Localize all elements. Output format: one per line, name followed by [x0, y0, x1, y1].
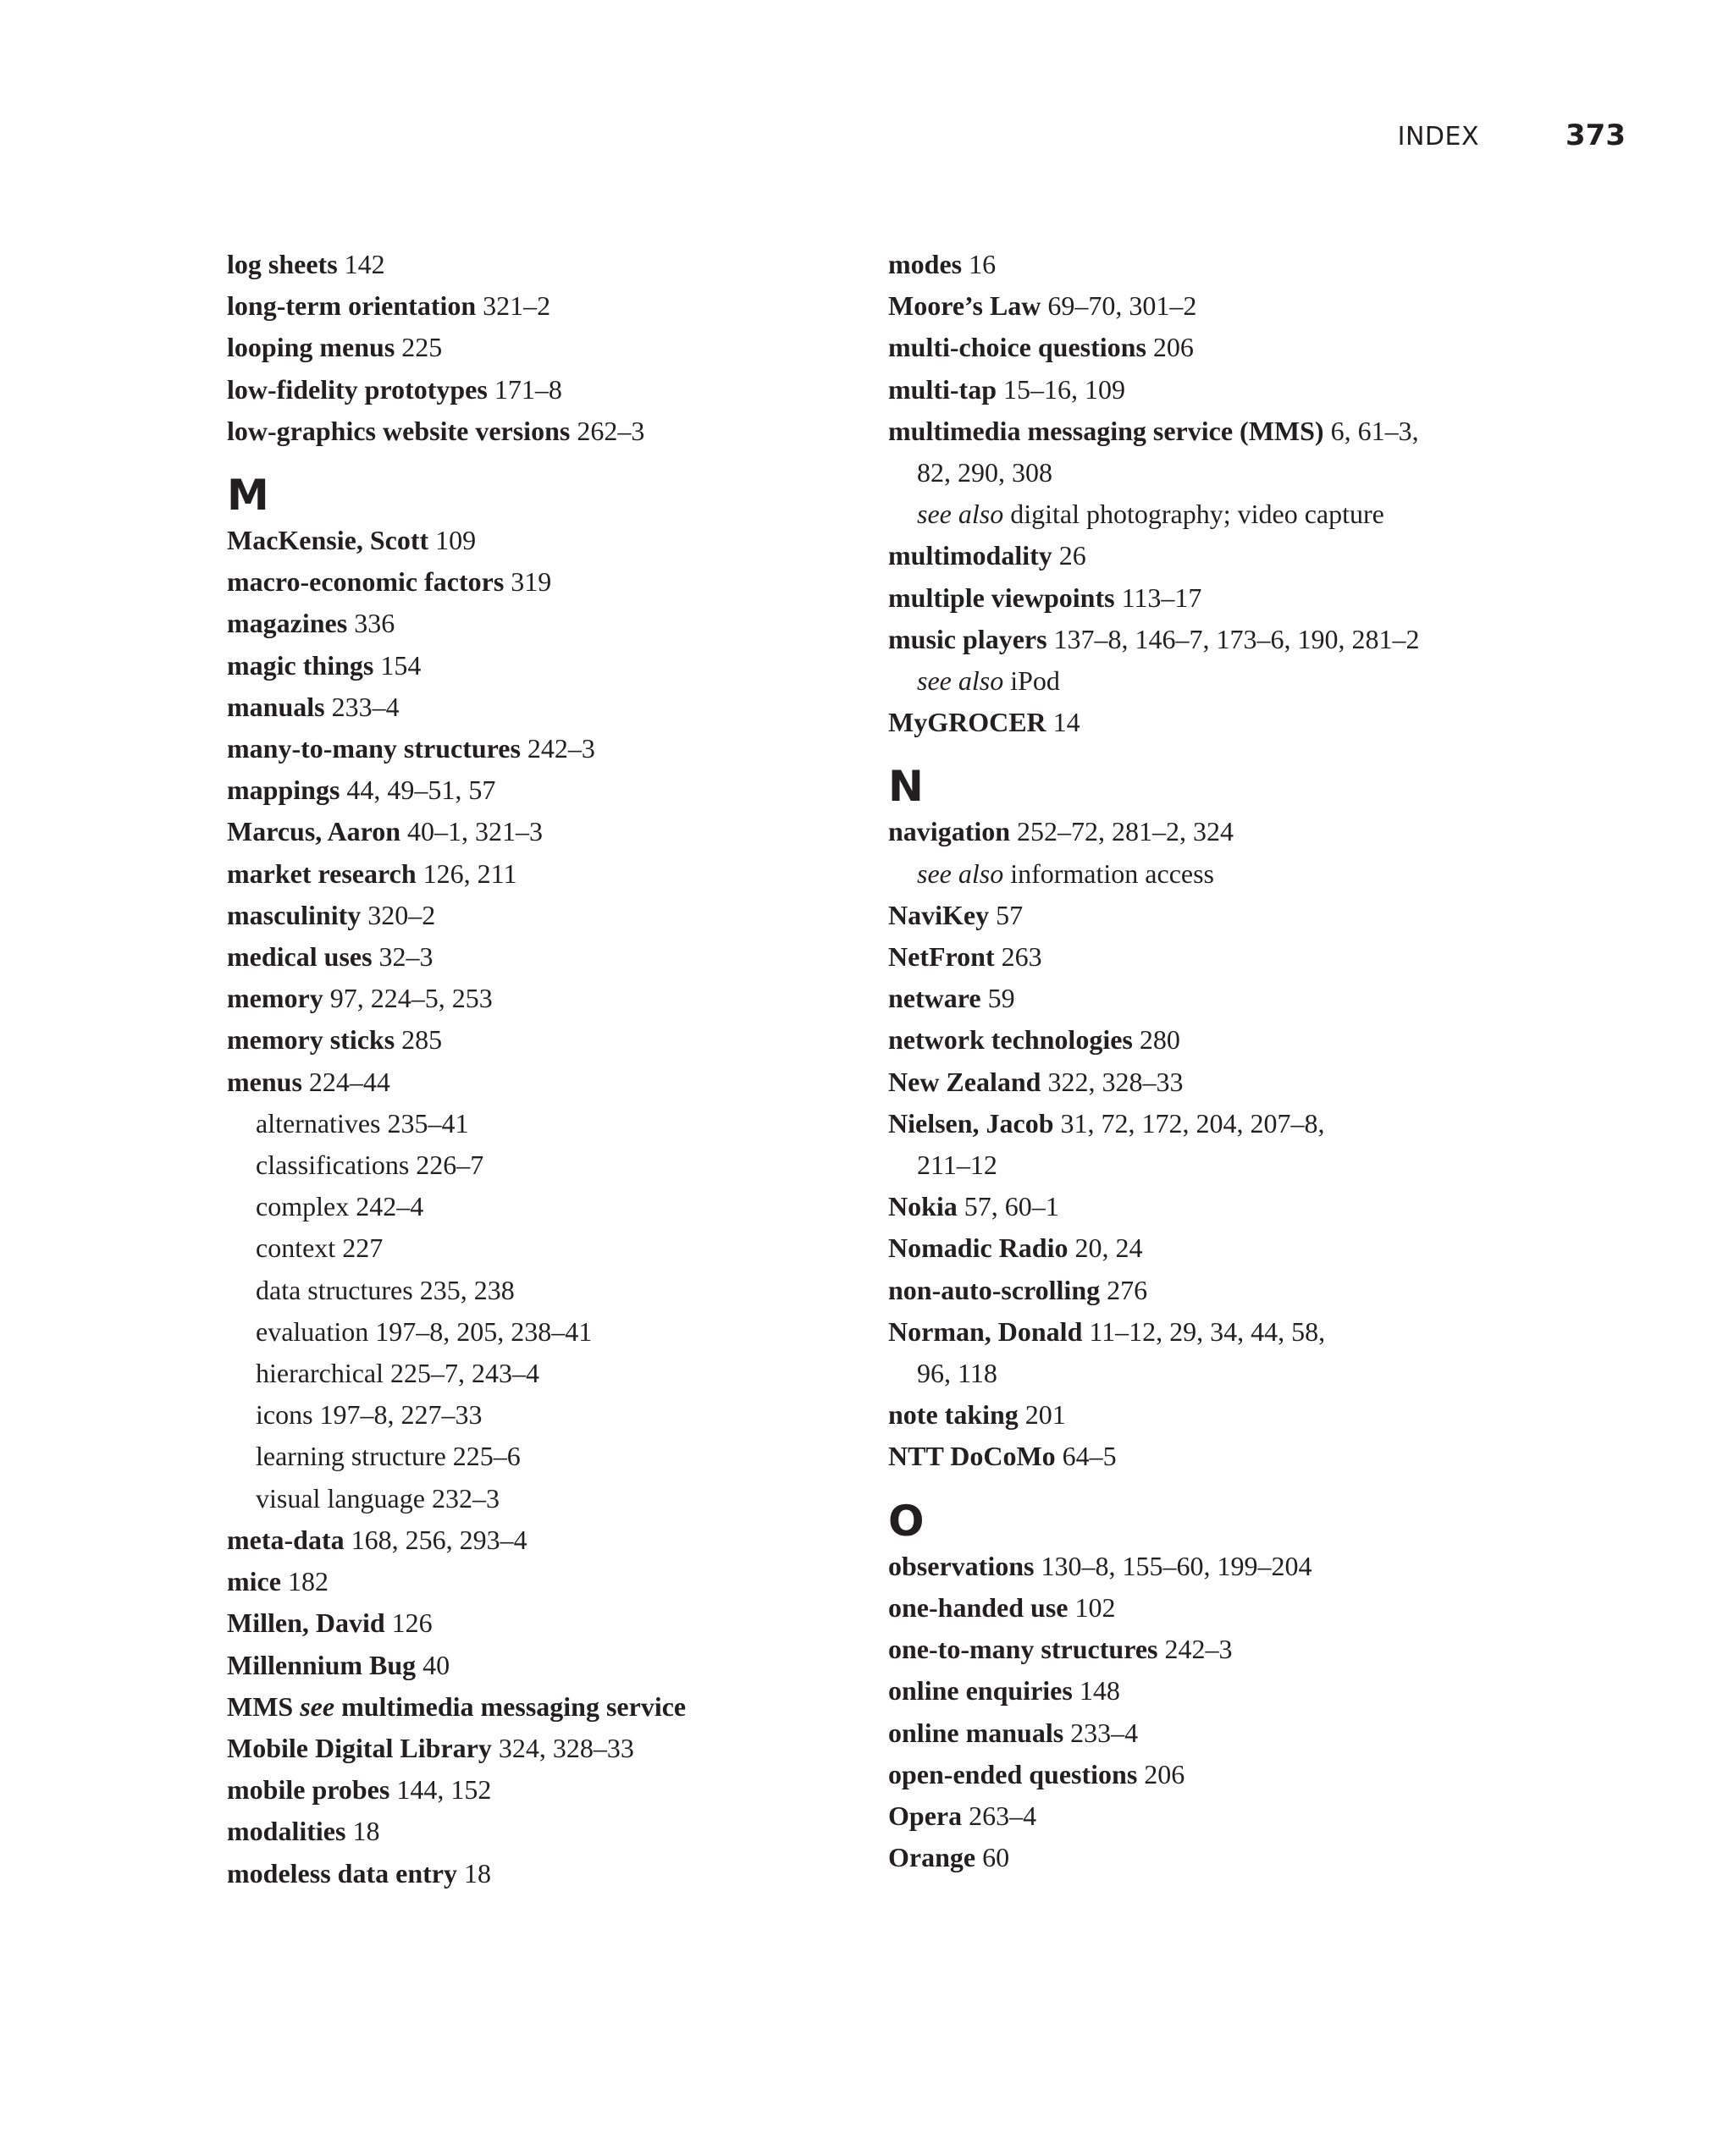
index-subentry: complex 242–4 [256, 1191, 424, 1222]
index-subentry: alternatives 235–41 [256, 1107, 469, 1139]
index-entry [888, 411, 1566, 452]
index-term: MacKensie, Scott [227, 525, 429, 556]
index-term: low-fidelity prototypes [227, 373, 488, 405]
index-term: netware [888, 983, 981, 1014]
index-term: online enquiries [888, 1675, 1073, 1707]
index-term: macro-economic factors [227, 566, 505, 598]
page-number: 373 [1566, 119, 1626, 152]
index-entry [227, 1061, 904, 1103]
index-subentry: evaluation 197–8, 205, 238–41 [256, 1315, 593, 1347]
see-target: multimedia messaging service [341, 1690, 687, 1722]
index-cross-reference [227, 1686, 904, 1728]
index-entry [888, 1670, 1566, 1712]
index-entry [227, 1602, 904, 1644]
index-entry [888, 327, 1566, 368]
index-entry [888, 285, 1566, 327]
index-term: magazines [227, 608, 348, 639]
index-pages: 242–3 [1164, 1634, 1233, 1665]
index-subentry: classifications 226–7 [256, 1150, 484, 1181]
index-term: MyGROCER [888, 707, 1046, 738]
index-term: log sheets [227, 249, 338, 279]
index-entry [888, 936, 1566, 978]
index-entry [888, 978, 1566, 1019]
index-entry [888, 1019, 1566, 1061]
index-pages: 182 [287, 1566, 329, 1597]
index-see-also [888, 660, 1566, 702]
index-pages: 20, 24 [1074, 1232, 1143, 1264]
index-term: network technologies [888, 1024, 1133, 1056]
index-entry [227, 603, 904, 644]
index-subentry: hierarchical 225–7, 243–4 [256, 1358, 539, 1389]
index-pages: 154 [380, 649, 422, 681]
index-term: Orange [888, 1842, 976, 1873]
index-entry [227, 853, 904, 895]
index-see-also [888, 494, 1566, 535]
index-term: open-ended questions [888, 1758, 1138, 1789]
index-pages: 64–5 [1062, 1441, 1117, 1472]
index-entry [227, 728, 904, 769]
index-term: modeless data entry [227, 1857, 457, 1889]
index-entry [888, 1270, 1566, 1311]
index-pages: 126 [391, 1607, 433, 1639]
index-pages: 225 [401, 332, 443, 363]
index-pages: 336 [354, 608, 395, 639]
index-term: Moore’s Law [888, 290, 1041, 322]
index-term: long-term orientation [227, 290, 477, 322]
index-letter-heading: N [888, 762, 924, 812]
index-pages: 130–8, 155–60, 199–204 [1041, 1550, 1312, 1581]
index-term: memory [227, 983, 323, 1014]
index-term: observations [888, 1550, 1035, 1581]
index-term: mobile probes [227, 1774, 390, 1806]
index-term: Nielsen, Jacob [888, 1107, 1054, 1139]
index-entry [888, 1587, 1566, 1629]
index-entry [888, 1712, 1566, 1754]
index-pages: 6, 61–3, [1330, 415, 1419, 446]
index-entry [227, 369, 904, 411]
index-term: music players [888, 623, 1047, 654]
see-also-target: information access [1010, 857, 1214, 889]
index-term: market research [227, 857, 417, 889]
index-pages: 263 [1001, 941, 1042, 973]
index-pages: 142 [344, 249, 385, 279]
index-term: Millen, David [227, 1607, 385, 1639]
index-pages: 144, 152 [396, 1774, 492, 1806]
index-entry [888, 1837, 1566, 1878]
index-pages: 201 [1024, 1399, 1066, 1431]
index-entry [227, 1519, 904, 1561]
index-term: Norman, Donald [888, 1315, 1083, 1347]
index-entry [227, 645, 904, 687]
index-term: medical uses [227, 941, 373, 973]
index-term: NetFront [888, 941, 995, 973]
running-header [1398, 119, 1626, 152]
index-entry [227, 1645, 904, 1686]
index-entry [227, 244, 904, 285]
index-term: Millennium Bug [227, 1649, 417, 1680]
index-entry [888, 619, 1566, 660]
index-entry [888, 1061, 1566, 1103]
index-entry [888, 244, 1566, 285]
index-entry [888, 1754, 1566, 1795]
index-entry [888, 1436, 1566, 1477]
index-subentry: visual language 232–3 [256, 1482, 500, 1514]
index-entry [227, 1728, 904, 1769]
index-term: New Zealand [888, 1066, 1041, 1097]
index-pages: 113–17 [1121, 582, 1202, 613]
index-pages: 126, 211 [422, 857, 517, 889]
index-pages: 40 [422, 1649, 450, 1680]
index-pages: 320–2 [367, 899, 436, 930]
index-entry [888, 369, 1566, 411]
index-entry [888, 1394, 1566, 1436]
index-pages: 276 [1107, 1274, 1148, 1305]
index-pages: 322, 328–33 [1047, 1066, 1184, 1097]
index-term: Nomadic Radio [888, 1232, 1069, 1264]
index-pages: 60 [982, 1842, 1010, 1873]
index-column-right [888, 244, 1566, 1878]
index-entry [888, 535, 1566, 576]
index-entry [888, 895, 1566, 936]
index-pages: 137–8, 146–7, 173–6, 190, 281–2 [1053, 623, 1420, 654]
index-entry [888, 577, 1566, 619]
index-pages: 109 [435, 525, 477, 556]
index-pages: 102 [1074, 1591, 1116, 1623]
index-term: one-to-many structures [888, 1634, 1158, 1665]
index-term: multi-tap [888, 373, 997, 405]
index-term: multi-choice questions [888, 332, 1146, 363]
index-pages: 44, 49–51, 57 [346, 775, 496, 806]
index-entry [888, 811, 1566, 852]
index-pages: 171–8 [494, 373, 562, 405]
index-column-left [227, 244, 904, 1894]
index-term: multiple viewpoints [888, 582, 1115, 613]
index-entry [888, 1311, 1566, 1353]
index-pages: 15–16, 109 [1003, 373, 1125, 405]
index-entry [888, 1103, 1566, 1144]
index-term: manuals [227, 691, 325, 722]
index-entry [227, 1019, 904, 1061]
index-pages: 224–44 [308, 1066, 390, 1097]
index-term: memory sticks [227, 1024, 395, 1056]
index-letter-heading: M [227, 471, 269, 521]
index-pages: 97, 224–5, 253 [329, 983, 493, 1014]
index-entry [888, 1186, 1566, 1227]
index-entry [227, 1561, 904, 1602]
index-term: mice [227, 1566, 281, 1597]
index-term: Mobile Digital Library [227, 1732, 492, 1763]
index-term: many-to-many structures [227, 733, 521, 764]
index-pages: 285 [401, 1024, 443, 1056]
index-pages: 57 [996, 899, 1024, 930]
index-term: non-auto-scrolling [888, 1274, 1101, 1305]
index-pages: 69–70, 301–2 [1047, 290, 1197, 322]
index-term: low-graphics website versions [227, 415, 571, 446]
index-term: multimedia messaging service (MMS) [888, 415, 1324, 446]
index-term: NTT DoCoMo [888, 1441, 1056, 1472]
index-entry [227, 1769, 904, 1811]
see-also-target: digital photography; video capture [1010, 499, 1384, 530]
index-term: Opera [888, 1800, 963, 1831]
index-term: navigation [888, 816, 1011, 847]
index-entry [227, 811, 904, 852]
index-pages: 59 [987, 983, 1015, 1014]
index-subentry: learning structure 225–6 [256, 1441, 521, 1472]
index-term: online manuals [888, 1717, 1064, 1748]
index-entry [227, 936, 904, 978]
index-see-also [888, 853, 1566, 895]
index-letter-heading: O [888, 1496, 925, 1546]
index-entry [888, 1227, 1566, 1269]
section-title: INDEX [1397, 122, 1480, 152]
index-pages: 26 [1058, 540, 1086, 571]
index-entry [227, 285, 904, 327]
index-entry [227, 1853, 904, 1894]
index-term: modes [888, 249, 963, 279]
index-term: Marcus, Aaron [227, 816, 401, 847]
index-entry [227, 1811, 904, 1852]
index-pages: 40–1, 321–3 [407, 816, 544, 847]
index-subentry: context 227 [256, 1232, 384, 1264]
index-term: multimodality [888, 540, 1052, 571]
index-pages: 321–2 [483, 290, 551, 322]
index-entry [888, 1629, 1566, 1670]
index-entry [227, 687, 904, 728]
index-pages: 206 [1152, 332, 1194, 363]
index-entry [227, 769, 904, 811]
index-pages: 233–4 [331, 691, 400, 722]
index-pages: 242–3 [527, 733, 595, 764]
index-pages: 148 [1079, 1675, 1120, 1707]
index-entry [227, 978, 904, 1019]
index-term: mappings [227, 775, 340, 806]
index-term: looping menus [227, 332, 395, 363]
index-pages: 31, 72, 172, 204, 207–8, [1060, 1107, 1325, 1139]
index-pages: 280 [1139, 1024, 1180, 1056]
index-term: one-handed use [888, 1591, 1069, 1623]
index-term: menus [227, 1066, 302, 1097]
index-pages: 16 [969, 249, 997, 279]
index-pages: 324, 328–33 [498, 1732, 634, 1763]
index-term: Nokia [888, 1191, 958, 1222]
index-pages: 262–3 [577, 415, 645, 446]
index-term: magic things [227, 649, 374, 681]
index-pages: 18 [463, 1857, 491, 1889]
see-also-label: see also [917, 499, 1004, 530]
index-entry [227, 411, 904, 452]
index-pages: 233–4 [1070, 1717, 1139, 1748]
index-pages: 263–4 [969, 1800, 1037, 1831]
see-also-target: iPod [1010, 665, 1060, 697]
index-pages: 18 [352, 1816, 380, 1847]
index-entry [227, 561, 904, 603]
index-term: modalities [227, 1816, 346, 1847]
index-entry [227, 520, 904, 561]
index-term: MMS [227, 1690, 294, 1722]
index-pages: 252–72, 281–2, 324 [1017, 816, 1234, 847]
index-pages: 206 [1144, 1758, 1185, 1789]
index-entry-continuation: 82, 290, 308 [917, 457, 1052, 488]
index-entry-continuation: 211–12 [917, 1150, 997, 1181]
index-term: NaviKey [888, 899, 990, 930]
index-term: meta-data [227, 1524, 345, 1555]
index-pages: 57, 60–1 [964, 1191, 1059, 1222]
index-entry [227, 895, 904, 936]
see-label: see [300, 1690, 335, 1722]
index-entry [888, 1546, 1566, 1587]
index-subentry: data structures 235, 238 [256, 1274, 515, 1305]
see-also-label: see also [917, 857, 1004, 889]
index-subentry: icons 197–8, 227–33 [256, 1399, 483, 1431]
index-entry [888, 702, 1566, 743]
index-term: note taking [888, 1399, 1019, 1431]
index-entry [888, 1795, 1566, 1837]
index-pages: 11–12, 29, 34, 44, 58, [1089, 1315, 1326, 1347]
see-also-label: see also [917, 665, 1004, 697]
index-pages: 168, 256, 293–4 [351, 1524, 527, 1555]
index-pages: 319 [511, 566, 552, 598]
index-entry-continuation: 96, 118 [917, 1358, 997, 1389]
index-entry [227, 327, 904, 368]
index-pages: 32–3 [378, 941, 434, 973]
index-term: masculinity [227, 899, 362, 930]
index-pages: 14 [1052, 707, 1080, 738]
